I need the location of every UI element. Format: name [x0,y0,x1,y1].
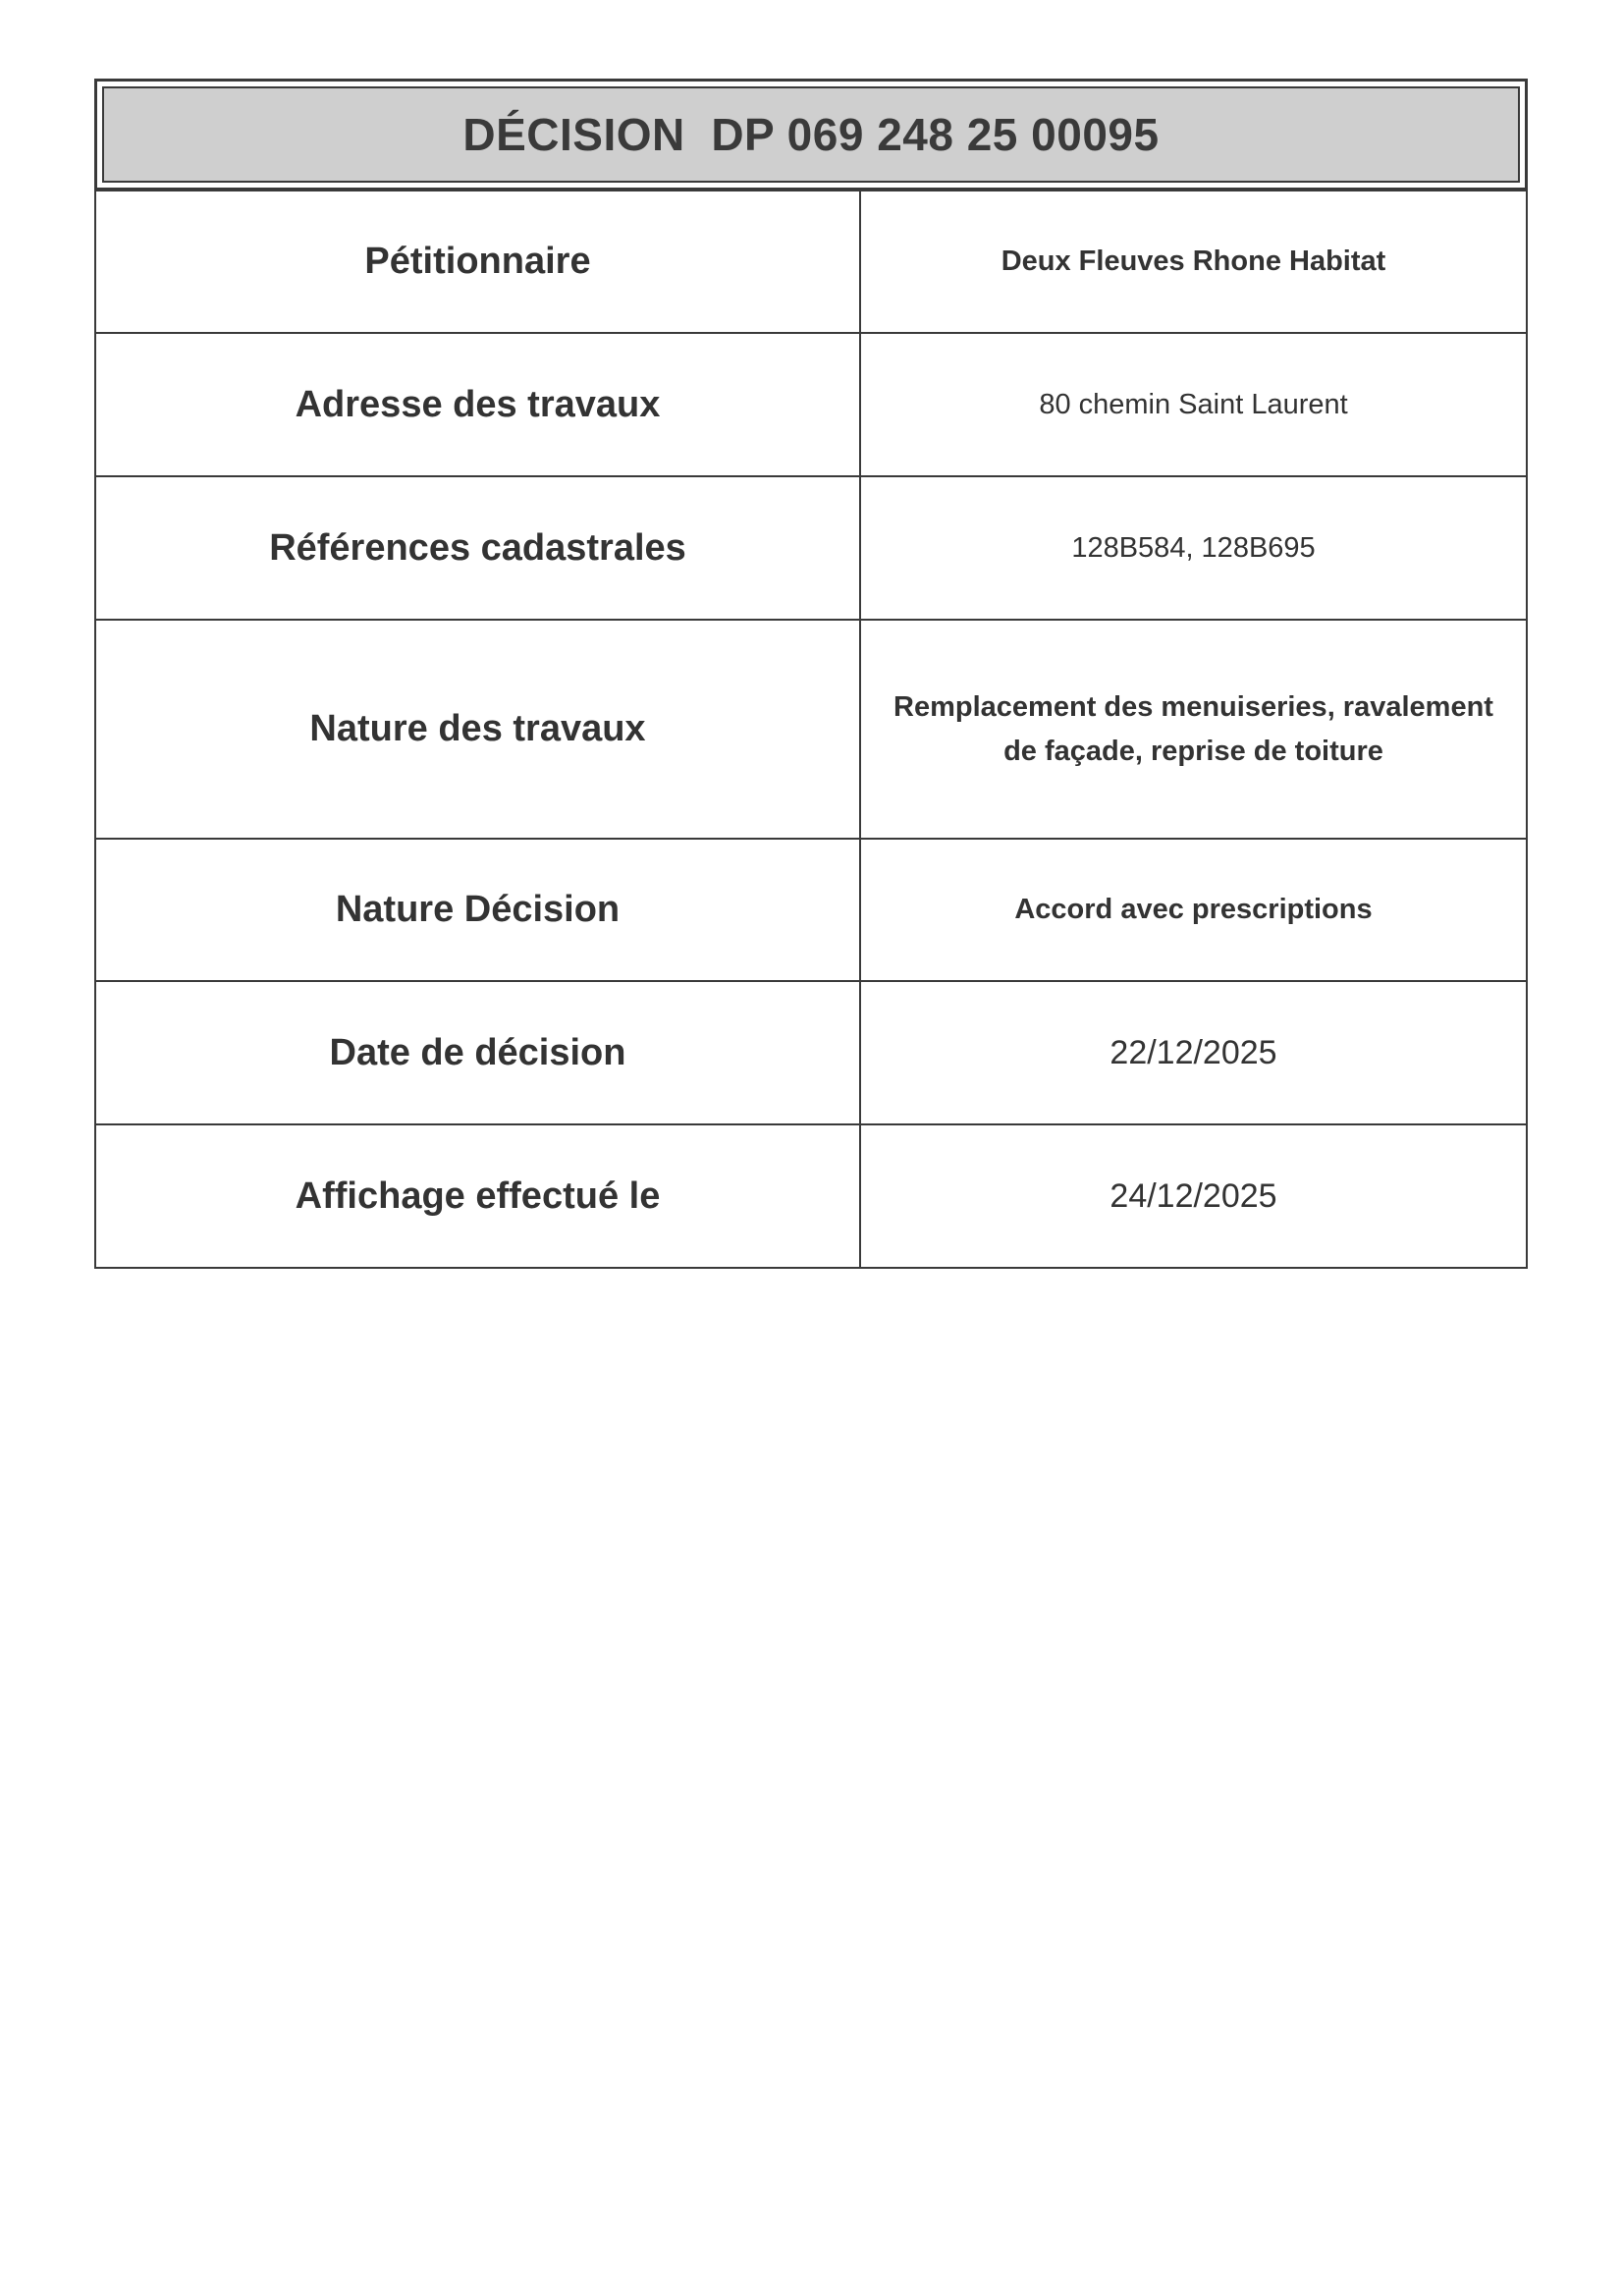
table-row-petitionnaire [95,191,1527,333]
row-value-affichage: 24/12/2025 [860,1124,1527,1268]
table-row-adresse [95,333,1527,476]
row-value-references: 128B584, 128B695 [860,476,1527,620]
row-label-affichage: Affichage effectué le [95,1124,860,1268]
table-row-references [95,476,1527,620]
decision-title-box [94,79,1528,191]
row-label-adresse: Adresse des travaux [95,333,860,476]
row-value-date-decision: 22/12/2025 [860,981,1527,1124]
row-label-nature-travaux: Nature des travaux [95,620,860,839]
row-value-nature-travaux: Remplacement des menuiseries, ravalement de façade, reprise de toiture [860,620,1527,839]
table-row-affichage [95,1124,1527,1268]
decision-table [94,190,1528,1269]
row-label-petitionnaire: Pétitionnaire [95,191,860,333]
row-value-petitionnaire: Deux Fleuves Rhone Habitat [860,191,1527,333]
table-row-nature-decision [95,839,1527,981]
table-row-nature-travaux [95,620,1527,839]
decision-title: DÉCISION DP 069 248 25 00095 [462,109,1160,160]
row-label-nature-decision: Nature Décision [95,839,860,981]
row-label-references: Références cadastrales [95,476,860,620]
row-value-adresse: 80 chemin Saint Laurent [860,333,1527,476]
decision-title-banner [102,86,1520,183]
table-row-date-decision [95,981,1527,1124]
row-value-nature-decision: Accord avec prescriptions [860,839,1527,981]
row-label-date-decision: Date de décision [95,981,860,1124]
